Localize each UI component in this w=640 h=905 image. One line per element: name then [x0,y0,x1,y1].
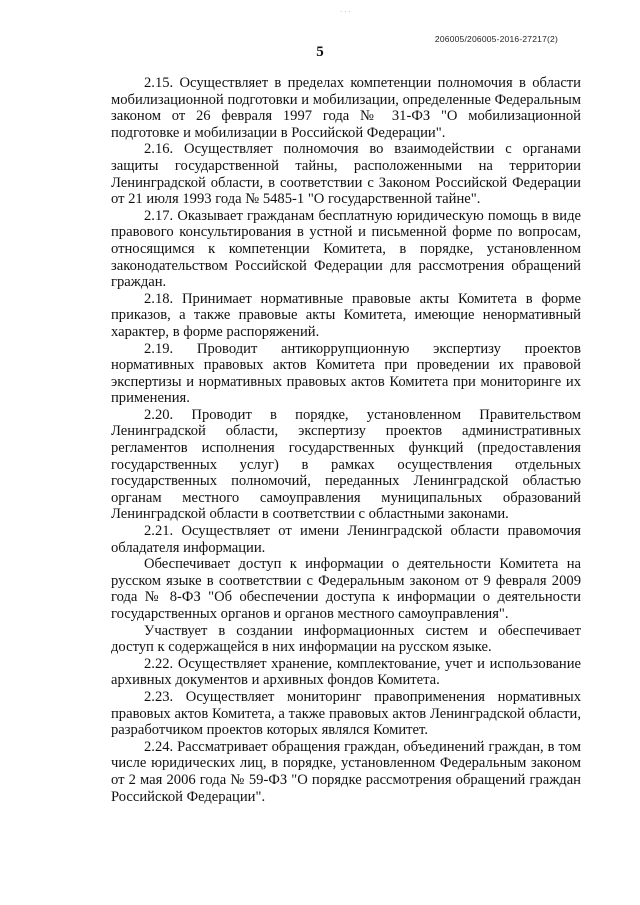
paragraph-2-15: 2.15. Осуществляет в пределах компетенции полномочия в области мобилизационной подготовки и мобилизации, определенные Федеральным законом от 26 февраля 1997 года № 31-ФЗ "О мобилизационной подготовке и мобилизации в Российской Федерации". [111,75,581,141]
paragraph-2-16: 2.16. Осуществляет полномочия во взаимодействии с органами защиты государственной тайны, расположенными на территории Ленинградской области, в соответствии с Законом Российской Федерации от 21 июля 1993 года № 5485-1 "О государственной тайне". [111,141,581,208]
paragraph-2-24: 2.24. Рассматривает обращения граждан, объединений граждан, в том числе юридических лиц, в порядке, установленном Федеральным законом от 2 мая 2006 года № 59-ФЗ "О порядке рассмотрения обращений граждан Российской Федерации". [111,738,581,805]
paragraph-2-18: 2.18. Принимает нормативные правовые акты Комитета в форме приказов, а также правовые акты Комитета, имеющие ненормативный характер, в форме распоряжений. [111,290,581,340]
paragraph-2-17: 2.17. Оказывает гражданам бесплатную юридическую помощь в виде правового консультирования в устной и письменной форме по вопросам, относящимся к компетенции Комитета, в порядке, установленном законодательством Российской Федерации для рассмотрения обращений граждан. [111,207,581,291]
paragraph-2-21-systems: Участвует в создании информационных систем и обеспечивает доступ к содержащейся в них информации на русском языке. [111,622,581,656]
paragraph-2-20: 2.20. Проводит в порядке, установленном Правительством Ленинградской области, экспертизу проектов административных регламентов исполнения государственных функций (предоставления государственных услуг) в рамках осуществления отдельных государственных полномочий, переданных Ленинградской областью органам местного самоуправления муниципальных образований Ленинградской области в соответствии с областными законами. [111,406,581,523]
document-body [111,75,581,805]
paragraph-2-23: 2.23. Осуществляет мониторинг правоприменения нормативных правовых актов Комитета, а также правовых актов Ленинградской области, разработчиком проектов которых являлся Комитет. [111,688,581,739]
paragraph-2-22: 2.22. Осуществляет хранение, комплектование, учет и использование архивных документов и архивных фондов Комитета. [111,655,581,689]
scan-mark: · · · [340,8,351,16]
document-id: 206005/206005-2016-27217(2) [434,34,558,44]
paragraph-2-21: 2.21. Осуществляет от имени Ленинградской области правомочия обладателя информации. [111,523,581,556]
paragraph-2-21-access: Обеспечивает доступ к информации о деятельности Комитета на русском языке в соответствии с Федеральным законом от 9 февраля 2009 года № 8-ФЗ "Об обеспечении доступа к информации о деятельности государственных органов и органов местного самоуправления". [111,556,581,622]
page-number: 5 [316,44,324,60]
paragraph-2-19: 2.19. Проводит антикоррупционную экспертизу проектов нормативных правовых актов Комитета при проведении их правовой экспертизы и нормативных правовых актов Комитета при мониторинге их применения. [111,340,581,407]
